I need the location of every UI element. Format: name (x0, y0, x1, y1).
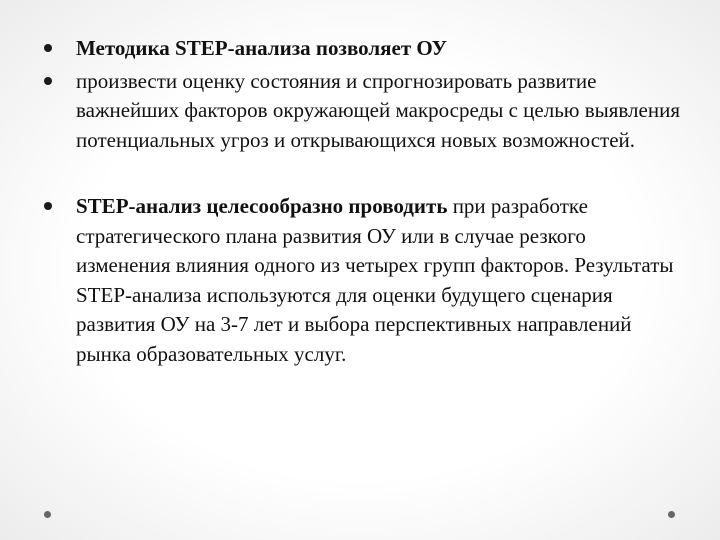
bullet-dot-icon (44, 44, 52, 52)
bullet-list (44, 34, 684, 369)
bullet-dot-icon (44, 77, 52, 85)
bullet-item-2 (44, 67, 684, 156)
bullet-item-1 (44, 34, 684, 64)
corner-dot-icon (668, 511, 675, 518)
bullet-dot-icon (44, 202, 52, 210)
bullet-text-3: при разработке стратегического плана развития ОУ или в случае резкого изменения влияния одного из четырех групп факторов. Результаты STEP-анализа используются для оценки будущего сценария развития ОУ на 3-7 лет и выбора перспективных направлений рынка образовательных услуг. (76, 194, 674, 366)
bullet-text-2: произвести оценку состояния и спрогнозировать развитие важнейших факторов окружающей макросреды с целью выявления потенциальных угроз и открывающихся новых возможностей. (76, 68, 680, 152)
bullet-item-3 (44, 192, 684, 369)
bullet-bold-lead-3: STEP-анализ целесообразно проводить (76, 194, 448, 218)
bullet-text-1: Методика STEP-анализа позволяет ОУ (76, 36, 447, 60)
corner-dot-icon (44, 511, 51, 518)
